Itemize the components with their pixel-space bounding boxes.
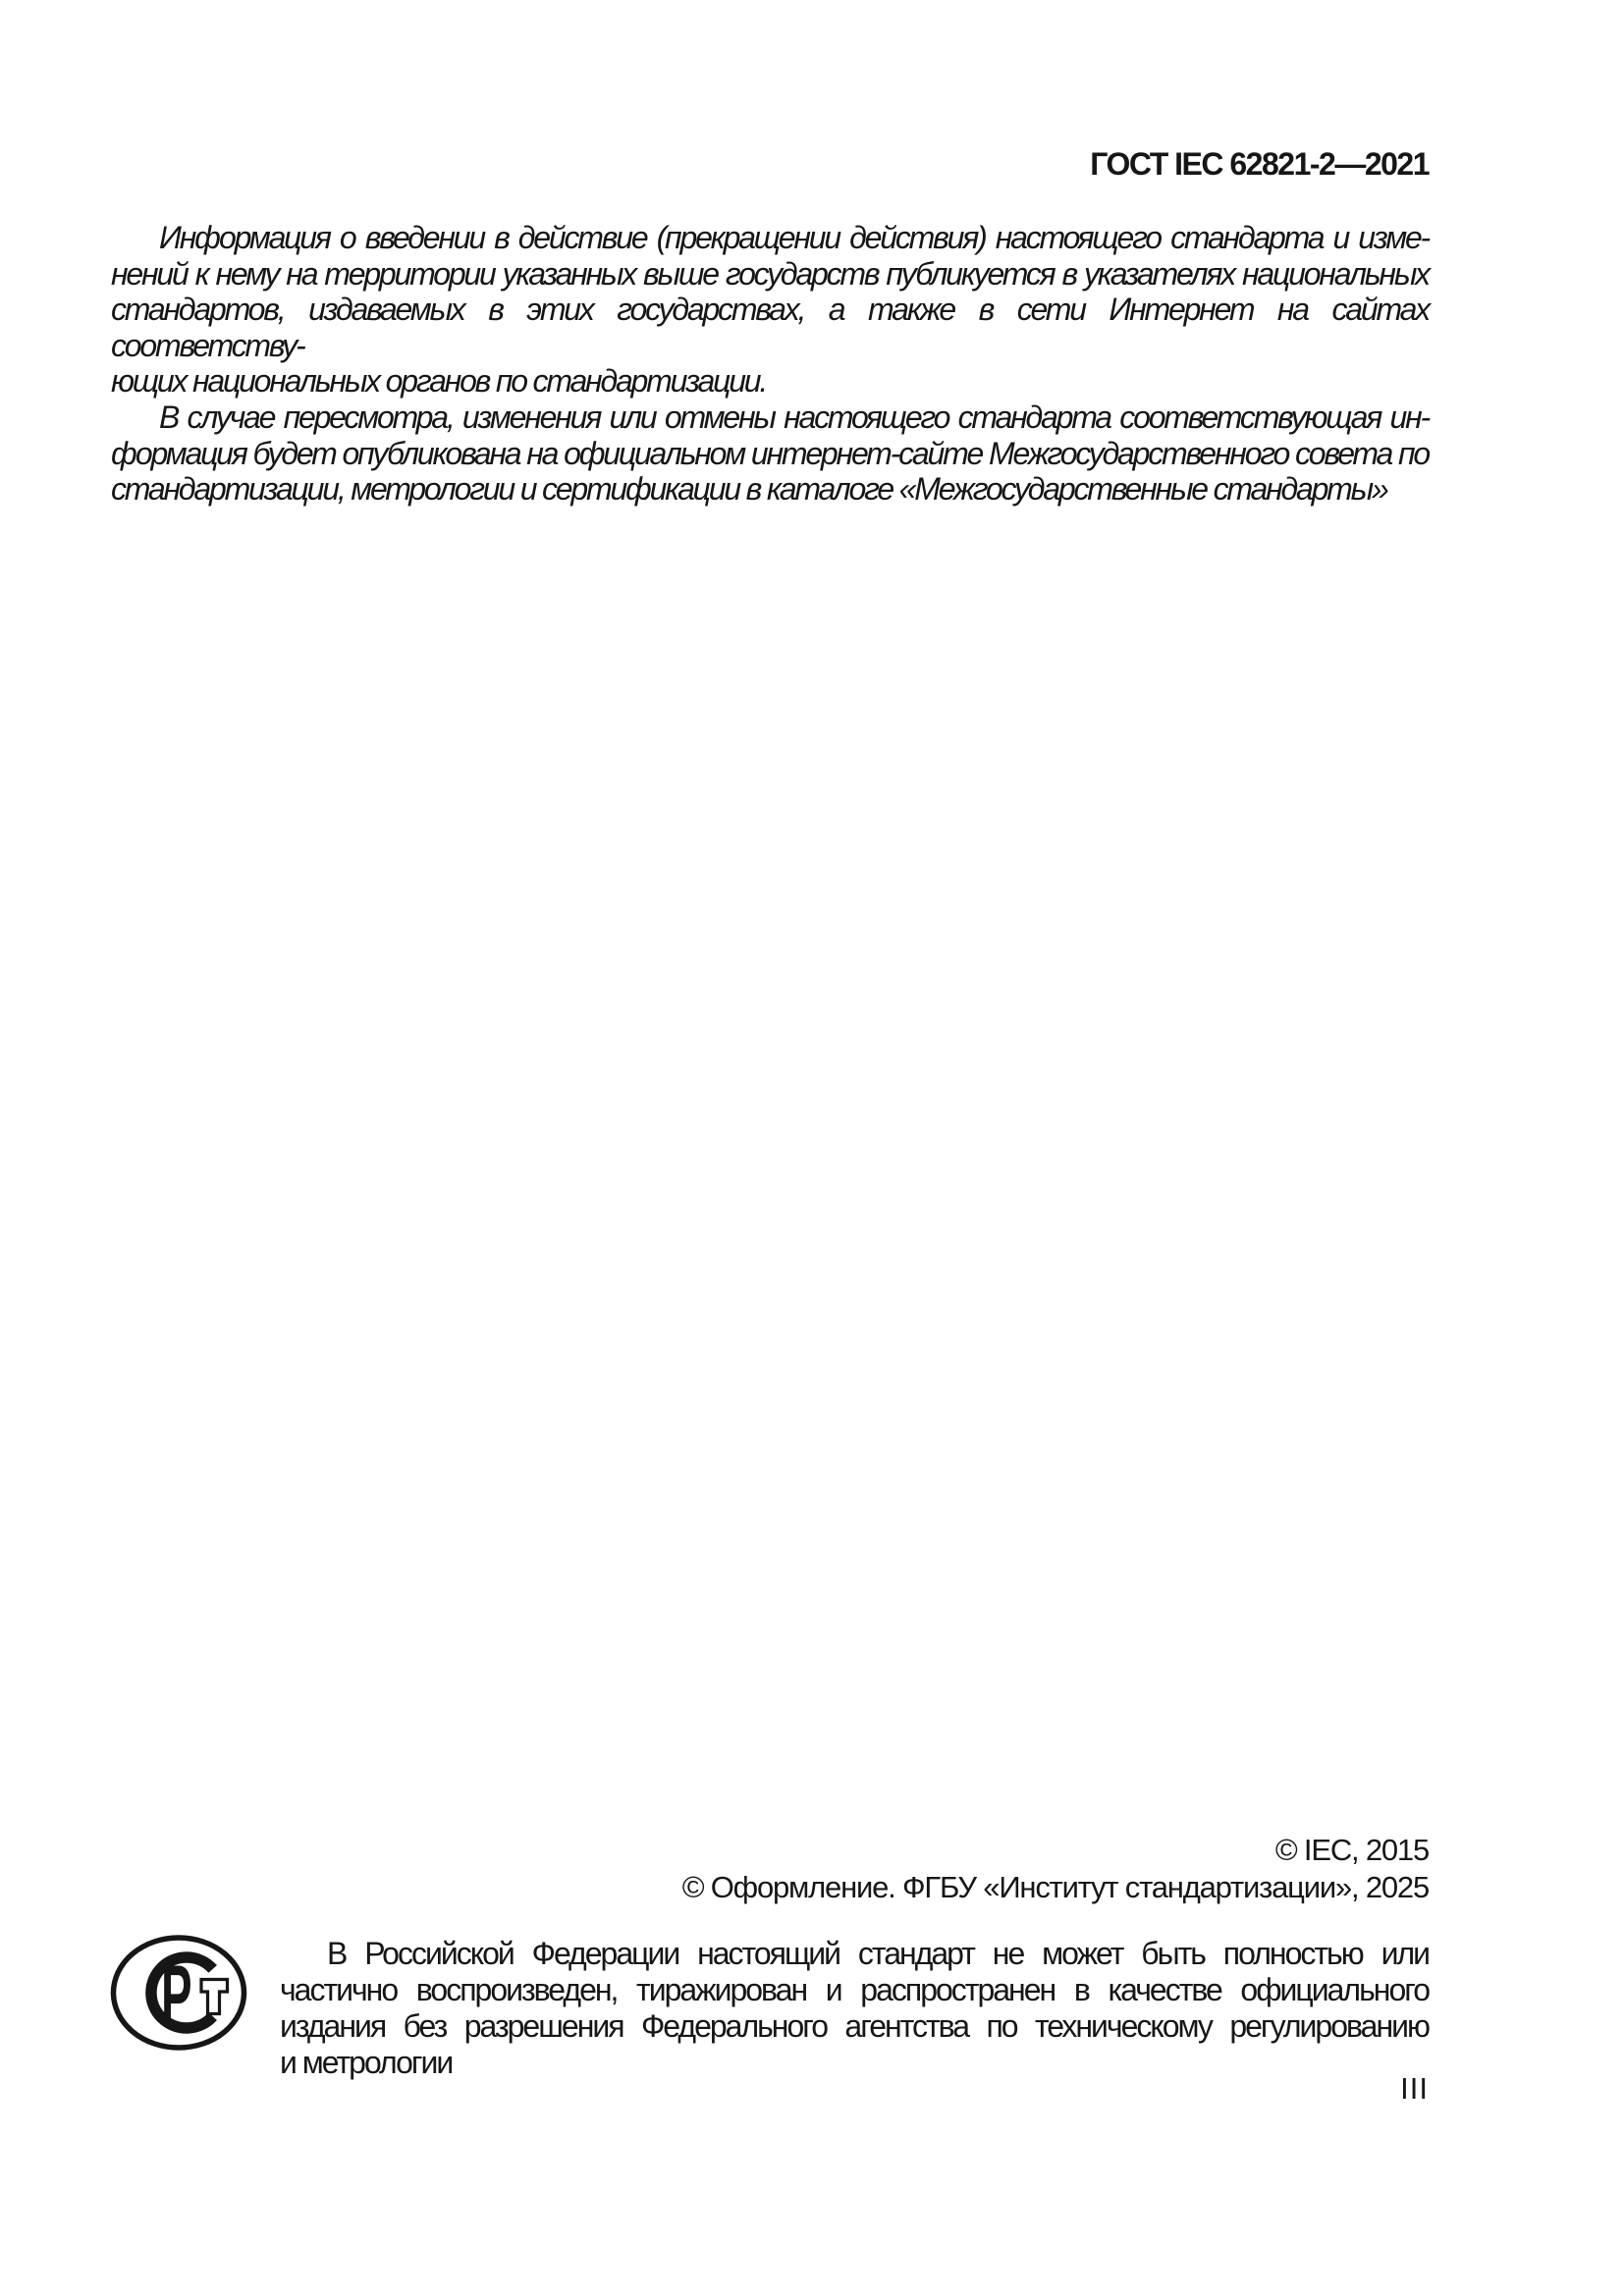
rosstandart-logo-svg [110,1934,247,2052]
logo-letter-p [161,1948,192,2043]
text-line: формация будет опубликована на официальном интернет-сайте Межгосударственного совета по [111,435,1429,471]
text-line: нений к нему на территории указанных выше государств публикуется в указателях национальных [111,255,1429,292]
copyright-design-line: © Оформление. ФГБУ «Институт стандартизации», 2025 [681,1870,1429,1904]
intro-paragraph-revision-info [111,400,1429,507]
text-line: В Российской Федерации настоящий стандарт не может быть полностью или [327,1936,1429,1971]
rosstandart-logo-icon [110,1934,247,2052]
text-line: В случае пересмотра, изменения или отмены настоящего стандарта соответствующая ин- [159,399,1429,435]
copyright-iec-line: © IEC, 2015 [1274,1833,1429,1867]
text-line: издания без разрешения Федерального агентства по техническому регулированию [280,2008,1429,2044]
running-header-standard-number: ГОСТ IEC 62821-2—2021 [1090,146,1429,182]
intro-paragraph-publication-info [111,220,1429,400]
reproduction-restriction-notice [280,1936,1429,2081]
text-line: и метрологии [280,2045,453,2080]
text-line: ющих национальных органов по стандартизации. [111,363,767,400]
page-number: III [1400,2071,1429,2106]
text-line: стандартов, издаваемых в этих государствах, а также в сети Интернет на сайтах соответству- [111,292,1429,363]
text-line: частично воспроизведен, тиражирован и распространен в качестве официального [280,1972,1429,2007]
svg-text:Р: Р [161,1947,192,2043]
logo-letter-t-shape [201,1980,228,2014]
copyright-block [682,1832,1429,1906]
preface-text-block [111,220,1429,507]
text-line: Информация о введении в действие (прекращении действия) настоящего стандарта и изме- [159,220,1429,255]
logo-letter-t [201,1980,228,2014]
text-line: стандартизации, метрологии и сертификации в каталоге «Межгосударственные стандарты» [111,471,1387,507]
